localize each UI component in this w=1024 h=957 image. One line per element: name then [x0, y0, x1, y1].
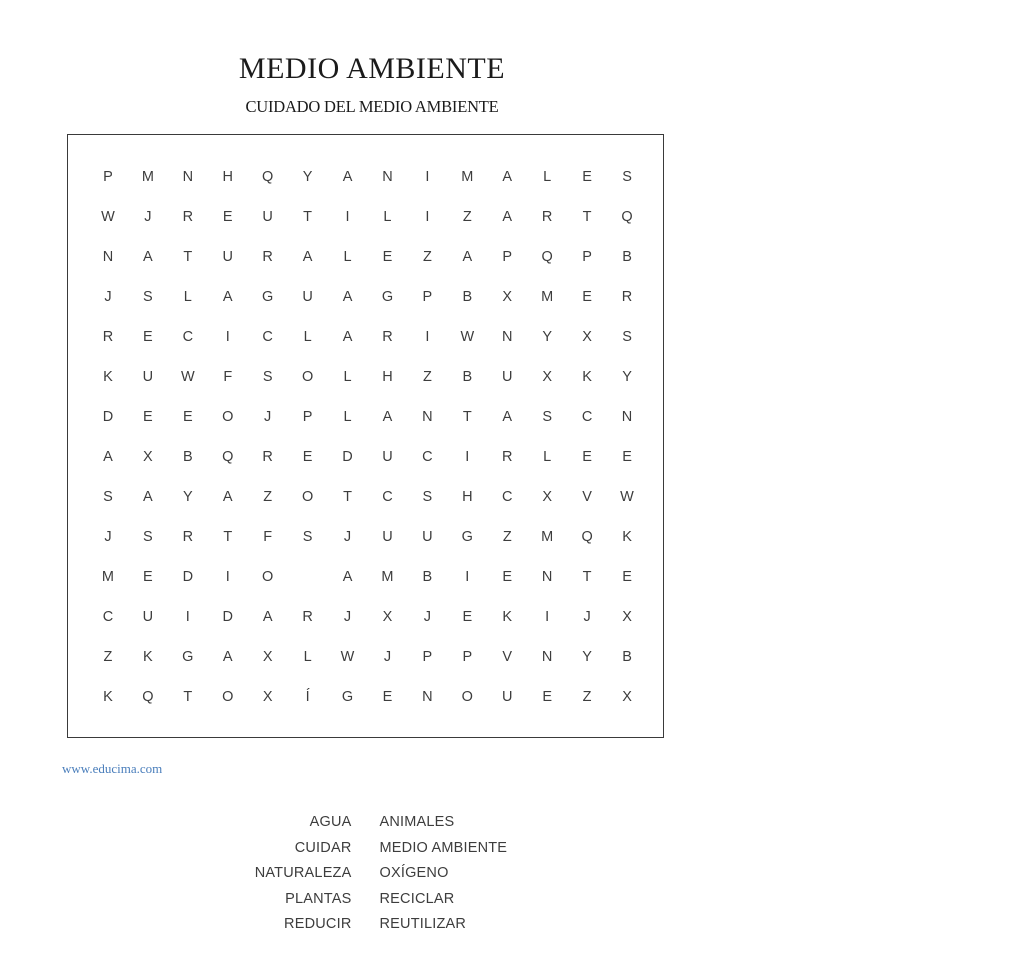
letter-cell[interactable]: E: [143, 569, 153, 585]
letter-cell[interactable]: G: [262, 289, 274, 305]
letter-cell[interactable]: U: [422, 529, 433, 545]
letter-cell[interactable]: S: [622, 169, 632, 185]
letter-cell[interactable]: S: [143, 289, 153, 305]
letter-cell[interactable]: P: [422, 289, 433, 305]
letter-cell[interactable]: X: [622, 609, 632, 625]
letter-cell[interactable]: M: [141, 169, 154, 185]
letter-cell[interactable]: U: [382, 529, 393, 545]
letter-cell[interactable]: U: [502, 689, 513, 705]
letter-cell[interactable]: B: [462, 369, 473, 385]
letter-cell[interactable]: E: [582, 169, 592, 185]
letter-cell[interactable]: I: [425, 209, 430, 225]
letter-cell[interactable]: J: [423, 609, 431, 625]
letter-cell[interactable]: I: [465, 569, 470, 585]
letter-cell[interactable]: O: [301, 489, 314, 505]
letter-cell[interactable]: T: [223, 529, 233, 545]
letter-cell[interactable]: N: [382, 169, 393, 185]
letter-cell[interactable]: L: [543, 449, 552, 465]
letter-cell[interactable]: J: [264, 409, 272, 425]
letter-cell[interactable]: K: [143, 649, 153, 665]
letter-cell[interactable]: D: [102, 409, 114, 425]
letter-cell[interactable]: S: [103, 489, 113, 505]
letter-cell[interactable]: S: [262, 369, 273, 385]
letter-cell[interactable]: E: [382, 689, 393, 705]
letter-cell[interactable]: E: [302, 449, 313, 465]
letter-cell[interactable]: A: [502, 169, 513, 185]
letter-cell[interactable]: U: [222, 249, 233, 265]
letter-cell[interactable]: A: [143, 489, 153, 505]
letter-cell[interactable]: N: [621, 409, 633, 425]
letter-cell[interactable]: Q: [222, 449, 234, 465]
letter-cell[interactable]: L: [303, 329, 312, 345]
letter-cell[interactable]: B: [462, 289, 473, 305]
letter-cell[interactable]: H: [462, 489, 473, 505]
letter-cell[interactable]: A: [222, 289, 233, 305]
letter-cell[interactable]: V: [502, 649, 513, 665]
letter-cell[interactable]: E: [542, 689, 552, 705]
letter-grid[interactable]: [68, 135, 665, 739]
letter-cell[interactable]: A: [103, 449, 113, 465]
letter-cell[interactable]: V: [582, 489, 592, 505]
letter-cell[interactable]: E: [582, 449, 592, 465]
letter-cell[interactable]: O: [222, 689, 234, 705]
letter-cell[interactable]: C: [102, 609, 114, 625]
word-list-column-left: [205, 812, 352, 935]
letter-cell[interactable]: C: [382, 489, 393, 505]
letter-cell[interactable]: K: [103, 689, 113, 705]
letter-cell[interactable]: U: [302, 289, 313, 305]
letter-cell[interactable]: N: [422, 409, 433, 425]
letter-cell[interactable]: E: [582, 289, 592, 305]
letter-cell[interactable]: Q: [262, 169, 274, 185]
letter-cell[interactable]: F: [223, 369, 233, 385]
word-list-item: CUIDAR: [294, 839, 352, 856]
letter-cell[interactable]: X: [502, 289, 513, 305]
letter-cell[interactable]: E: [143, 329, 153, 345]
letter-cell[interactable]: N: [422, 689, 433, 705]
letter-cell[interactable]: D: [342, 449, 353, 465]
letter-cell[interactable]: T: [462, 409, 472, 425]
letter-cell[interactable]: G: [341, 689, 354, 705]
letter-cell[interactable]: N: [102, 249, 114, 265]
letter-cell[interactable]: M: [381, 569, 394, 585]
letter-cell[interactable]: C: [422, 449, 433, 465]
letter-cell[interactable]: A: [502, 209, 513, 225]
letter-cell[interactable]: R: [182, 209, 194, 225]
letter-cell[interactable]: Q: [541, 249, 553, 265]
letter-cell[interactable]: H: [222, 169, 233, 185]
letter-cell[interactable]: E: [502, 569, 513, 585]
letter-cell[interactable]: W: [460, 329, 475, 345]
letter-cell[interactable]: I: [425, 329, 430, 345]
letter-cell[interactable]: Z: [263, 489, 273, 505]
letter-cell[interactable]: B: [422, 569, 433, 585]
letter-cell[interactable]: R: [502, 449, 513, 465]
letter-cell[interactable]: D: [222, 609, 233, 625]
letter-cell[interactable]: Q: [581, 529, 593, 545]
letter-cell[interactable]: H: [382, 369, 393, 385]
letter-cell[interactable]: Y: [182, 489, 193, 505]
letter-cell[interactable]: S: [542, 409, 552, 425]
letter-cell[interactable]: T: [303, 209, 313, 225]
letter-cell[interactable]: P: [582, 249, 592, 265]
letter-cell[interactable]: T: [343, 489, 352, 505]
letter-cell[interactable]: J: [343, 529, 352, 545]
page-title: MEDIO AMBIENTE: [238, 52, 506, 85]
letter-cell[interactable]: K: [582, 369, 592, 385]
letter-cell[interactable]: P: [302, 409, 313, 425]
letter-cell[interactable]: A: [342, 569, 353, 585]
letter-cell[interactable]: W: [620, 489, 634, 505]
letter-cell[interactable]: P: [502, 249, 513, 265]
letter-cell[interactable]: B: [622, 649, 632, 665]
letter-cell[interactable]: P: [422, 649, 433, 665]
letter-cell[interactable]: Í: [305, 689, 310, 705]
word-search-grid-container: [67, 134, 664, 738]
letter-cell[interactable]: T: [582, 209, 592, 225]
word-list-item: MEDIO AMBIENTE: [379, 839, 508, 856]
letter-cell[interactable]: I: [465, 449, 470, 465]
letter-cell[interactable]: I: [225, 569, 230, 585]
letter-cell[interactable]: E: [182, 409, 193, 425]
letter-cell[interactable]: T: [183, 249, 193, 265]
letter-cell[interactable]: Q: [621, 209, 633, 225]
letter-cell[interactable]: P: [103, 169, 113, 185]
letter-cell[interactable]: W: [101, 209, 115, 225]
letter-cell[interactable]: M: [541, 289, 554, 305]
letter-cell[interactable]: A: [342, 329, 353, 345]
letter-cell[interactable]: R: [302, 609, 313, 625]
letter-cell[interactable]: J: [383, 649, 392, 665]
letter-cell[interactable]: E: [382, 249, 393, 265]
letter-cell[interactable]: Y: [582, 649, 592, 665]
letter-cell[interactable]: U: [502, 369, 513, 385]
letter-cell[interactable]: C: [182, 329, 194, 345]
letter-cell[interactable]: J: [104, 529, 112, 545]
letter-cell[interactable]: A: [342, 289, 353, 305]
letter-cell[interactable]: S: [143, 529, 153, 545]
letter-cell[interactable]: O: [461, 689, 473, 705]
word-list-item: ANIMALES: [379, 814, 455, 830]
letter-cell[interactable]: M: [541, 529, 554, 545]
letter-cell[interactable]: S: [622, 329, 632, 345]
letter-cell[interactable]: L: [183, 289, 192, 305]
letter-cell[interactable]: Z: [422, 249, 432, 265]
letter-cell[interactable]: Z: [582, 689, 592, 705]
word-list-item: PLANTAS: [285, 890, 352, 907]
letter-cell[interactable]: U: [262, 209, 273, 225]
letter-cell[interactable]: X: [262, 689, 273, 705]
page-subtitle: CUIDADO DEL MEDIO AMBIENTE: [245, 97, 499, 116]
letter-cell[interactable]: S: [422, 489, 433, 505]
letter-cell[interactable]: R: [382, 329, 393, 345]
letter-cell[interactable]: E: [622, 569, 632, 585]
letter-cell[interactable]: K: [502, 609, 513, 625]
letter-cell[interactable]: A: [502, 409, 513, 425]
letter-cell[interactable]: L: [343, 249, 352, 265]
letter-cell[interactable]: R: [102, 329, 114, 345]
word-list-item: REUTILIZAR: [379, 916, 467, 932]
letter-cell[interactable]: Y: [622, 369, 632, 385]
letter-cell[interactable]: K: [103, 369, 113, 385]
letter-cell[interactable]: I: [225, 329, 230, 345]
letter-cell[interactable]: L: [303, 649, 312, 665]
word-list-item: REDUCIR: [284, 916, 352, 932]
word-list-item: OXÍGENO: [379, 865, 449, 881]
letter-cell[interactable]: Q: [142, 689, 154, 705]
letter-cell[interactable]: E: [222, 209, 233, 225]
letter-cell[interactable]: X: [542, 489, 552, 505]
letter-cell[interactable]: F: [263, 529, 273, 545]
letter-cell[interactable]: E: [462, 609, 473, 625]
letter-cell[interactable]: X: [622, 689, 632, 705]
letter-cell[interactable]: O: [222, 409, 234, 425]
letter-cell[interactable]: A: [222, 649, 233, 665]
letter-cell[interactable]: Y: [302, 169, 313, 185]
letter-cell[interactable]: A: [382, 409, 393, 425]
letter-cell[interactable]: [288, 557, 328, 597]
letter-cell[interactable]: C: [502, 489, 513, 505]
letter-cell[interactable]: X: [582, 329, 592, 345]
letter-cell[interactable]: S: [302, 529, 313, 545]
letter-cell[interactable]: D: [182, 569, 194, 585]
letter-cell[interactable]: R: [621, 289, 633, 305]
letter-cell[interactable]: K: [622, 529, 632, 545]
letter-cell[interactable]: I: [545, 609, 550, 625]
letter-cell[interactable]: Z: [502, 529, 512, 545]
letter-cell[interactable]: L: [543, 169, 552, 185]
letter-cell[interactable]: N: [502, 329, 513, 345]
letter-cell[interactable]: I: [185, 609, 190, 625]
letter-cell[interactable]: R: [182, 529, 194, 545]
letter-cell[interactable]: T: [582, 569, 592, 585]
letter-cell[interactable]: Z: [103, 649, 113, 665]
letter-cell[interactable]: G: [461, 529, 473, 545]
letter-cell[interactable]: N: [182, 169, 194, 185]
letter-cell[interactable]: I: [425, 169, 430, 185]
letter-cell[interactable]: U: [142, 369, 154, 385]
word-list-column-right: [352, 812, 540, 935]
letter-cell[interactable]: X: [262, 649, 273, 665]
letter-cell[interactable]: I: [345, 209, 350, 225]
word-list-item: AGUA: [309, 814, 352, 830]
letter-cell[interactable]: W: [180, 369, 195, 385]
letter-cell[interactable]: R: [541, 209, 553, 225]
letter-cell[interactable]: A: [342, 169, 353, 185]
letter-cell[interactable]: W: [340, 649, 355, 665]
letter-cell[interactable]: Z: [422, 369, 432, 385]
letter-cell[interactable]: G: [381, 289, 394, 305]
letter-cell[interactable]: X: [143, 449, 153, 465]
letter-cell[interactable]: J: [583, 609, 591, 625]
letter-cell[interactable]: A: [222, 489, 233, 505]
letter-cell[interactable]: U: [382, 449, 393, 465]
source-credit-link[interactable]: www.educima.com: [62, 761, 163, 776]
letter-cell[interactable]: A: [262, 609, 273, 625]
letter-cell[interactable]: T: [183, 689, 193, 705]
letter-cell[interactable]: G: [182, 649, 194, 665]
letter-cell[interactable]: N: [541, 649, 553, 665]
letter-cell[interactable]: U: [142, 609, 154, 625]
letter-cell[interactable]: X: [382, 609, 393, 625]
letter-cell[interactable]: J: [343, 609, 352, 625]
letter-cell[interactable]: L: [383, 209, 392, 225]
letter-cell[interactable]: M: [461, 169, 474, 185]
letter-cell[interactable]: A: [302, 249, 313, 265]
letter-cell[interactable]: E: [143, 409, 153, 425]
letter-cell[interactable]: E: [622, 449, 632, 465]
letter-cell[interactable]: X: [542, 369, 552, 385]
letter-cell[interactable]: C: [262, 329, 273, 345]
word-list-item: NATURALEZA: [254, 865, 352, 881]
letter-cell[interactable]: O: [262, 569, 274, 585]
letter-cell[interactable]: M: [101, 569, 114, 585]
letter-cell[interactable]: B: [622, 249, 632, 265]
letter-cell[interactable]: O: [301, 369, 314, 385]
letter-cell[interactable]: R: [262, 249, 273, 265]
letter-cell[interactable]: J: [104, 289, 112, 305]
letter-cell[interactable]: J: [144, 209, 152, 225]
letter-cell[interactable]: N: [541, 569, 553, 585]
letter-cell[interactable]: L: [343, 369, 352, 385]
word-list-item: RECICLAR: [379, 890, 455, 907]
letter-cell[interactable]: L: [343, 409, 352, 425]
letter-cell[interactable]: Y: [542, 329, 552, 345]
letter-cell[interactable]: A: [462, 249, 473, 265]
word-list: [0, 812, 744, 935]
letter-cell[interactable]: C: [581, 409, 593, 425]
letter-cell[interactable]: A: [143, 249, 153, 265]
letter-cell[interactable]: P: [462, 649, 473, 665]
letter-cell[interactable]: Z: [462, 209, 472, 225]
letter-cell[interactable]: R: [262, 449, 273, 465]
letter-cell[interactable]: B: [182, 449, 193, 465]
